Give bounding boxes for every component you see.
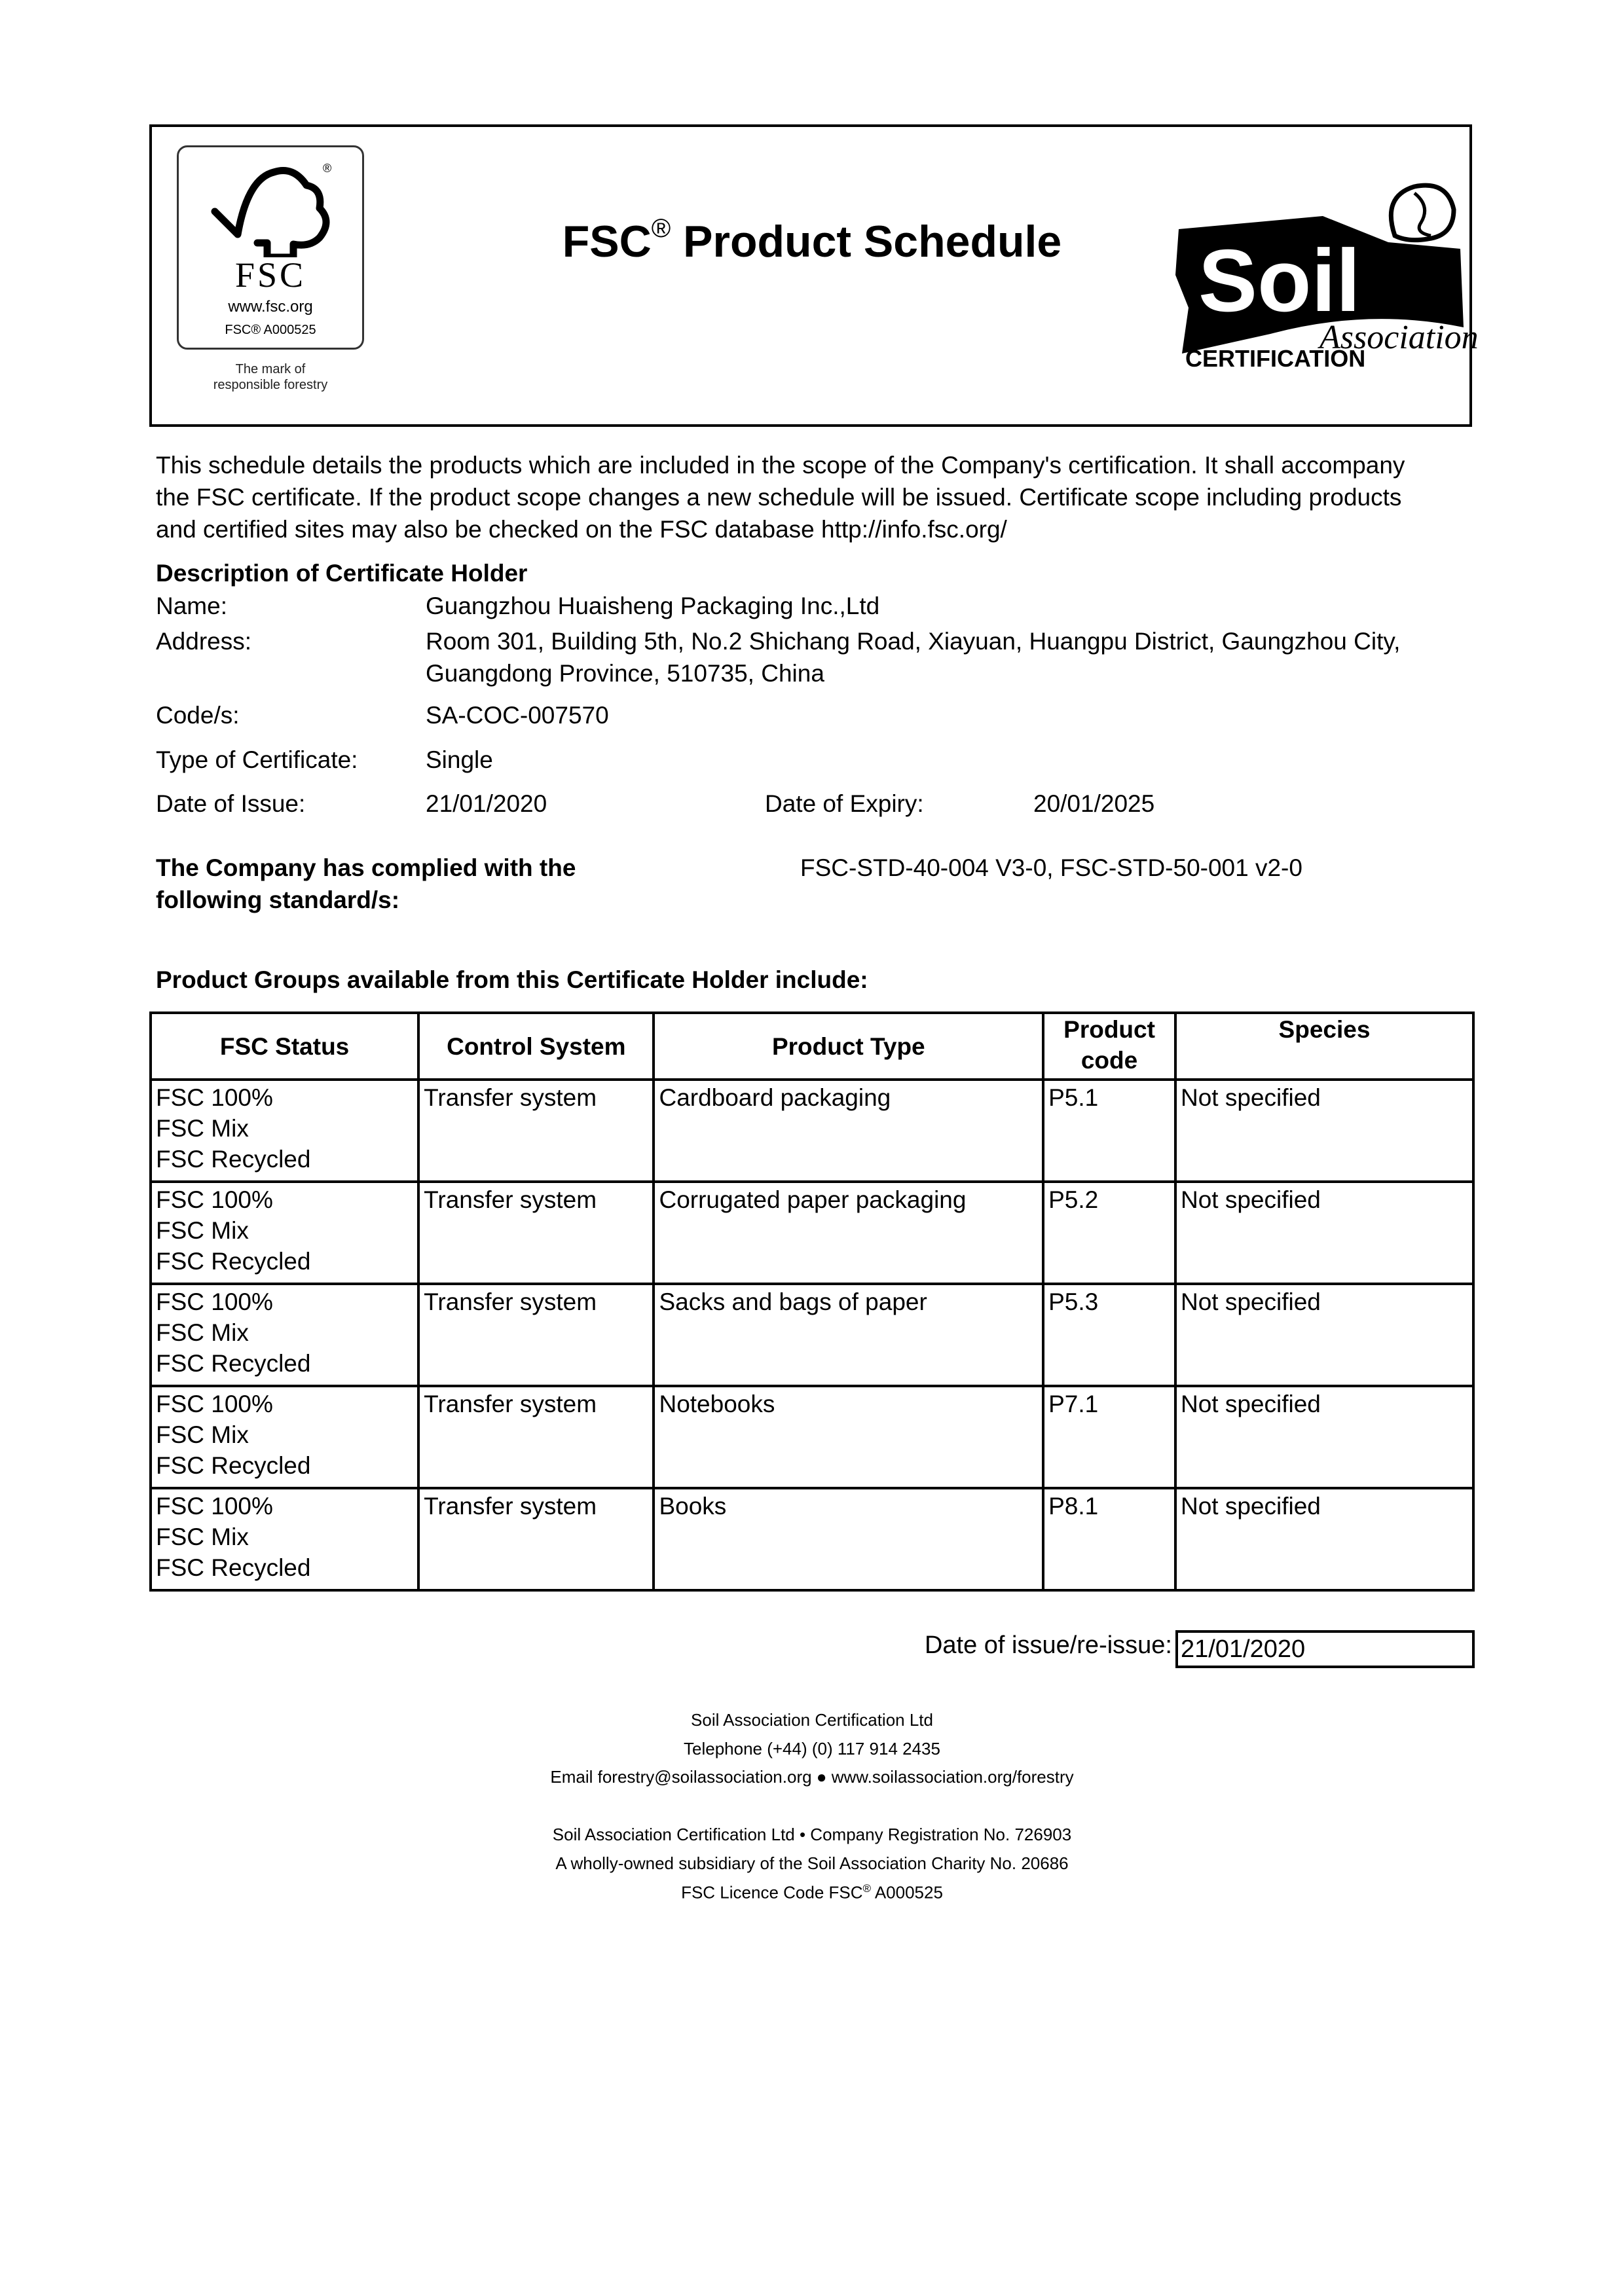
status-line: FSC 100%: [156, 1288, 273, 1315]
footer-licence: [354, 1882, 1270, 1903]
reissue-date-label: Date of issue/re-issue:: [924, 1631, 1172, 1659]
standards-label-line-2: following standard/s:: [156, 886, 400, 913]
codes-value: SA-COC-007570: [426, 702, 609, 729]
status-line: FSC Recycled: [156, 1554, 311, 1581]
cell-species: Not specified: [1175, 1488, 1473, 1590]
status-line: FSC Mix: [156, 1217, 249, 1244]
cell-product-type: Notebooks: [654, 1386, 1043, 1488]
cell-control-system: Transfer system: [418, 1386, 654, 1488]
status-line: FSC 100%: [156, 1186, 273, 1213]
table-row: [151, 1284, 1473, 1386]
cell-fsc-status: [151, 1284, 418, 1386]
expiry-date-label: Date of Expiry:: [765, 790, 924, 817]
svg-text:Soil: Soil: [1198, 231, 1361, 330]
cell-product-code: P5.1: [1043, 1080, 1175, 1182]
cell-control-system: Transfer system: [418, 1080, 654, 1182]
status-line: FSC Mix: [156, 1523, 249, 1550]
product-groups-heading: Product Groups available from this Certificate Holder include:: [156, 966, 868, 993]
cell-species: Not specified: [1175, 1284, 1473, 1386]
footer-registration: Soil Association Certification Ltd • Company Registration No. 726903: [552, 1825, 1072, 1844]
licence-prefix: FSC Licence Code FSC: [681, 1882, 863, 1903]
address-line-2: Guangdong Province, 510735, China: [426, 660, 824, 687]
intro-paragraph: [156, 449, 1472, 545]
intro-line-3: and certified sites may also be checked on the FSC database http://info.fsc.org/: [156, 516, 1007, 543]
status-line: FSC Recycled: [156, 1452, 311, 1479]
cell-species: Not specified: [1175, 1080, 1473, 1182]
cell-species: Not specified: [1175, 1386, 1473, 1488]
status-line: FSC Mix: [156, 1115, 249, 1142]
title-suffix: Product Schedule: [683, 217, 1062, 266]
cell-product-code: P5.2: [1043, 1182, 1175, 1284]
address-line-1: Room 301, Building 5th, No.2 Shichang Road, Xiayuan, Huangpu District, Gaungzhou City,: [426, 628, 1401, 655]
status-line: FSC 100%: [156, 1493, 273, 1520]
status-line: FSC Mix: [156, 1319, 249, 1346]
type-label: Type of Certificate:: [156, 746, 358, 773]
col-species: Species: [1175, 1013, 1473, 1080]
product-groups-table: [149, 1011, 1475, 1592]
table-row: [151, 1182, 1473, 1284]
cell-product-type: Corrugated paper packaging: [654, 1182, 1043, 1284]
title-prefix: FSC: [562, 217, 652, 266]
col-product-code: [1043, 1013, 1175, 1080]
cell-fsc-status: [151, 1386, 418, 1488]
cell-control-system: Transfer system: [418, 1284, 654, 1386]
standards-value: FSC-STD-40-004 V3-0, FSC-STD-50-001 v2-0: [800, 854, 1302, 881]
holder-heading: Description of Certificate Holder: [156, 560, 528, 587]
standards-label: [156, 852, 576, 916]
cell-product-type: Books: [654, 1488, 1043, 1590]
cell-product-type: Sacks and bags of paper: [654, 1284, 1043, 1386]
page-title: [367, 216, 1257, 267]
cell-product-type: Cardboard packaging: [654, 1080, 1043, 1182]
col-product-type: Product Type: [654, 1013, 1043, 1080]
cell-fsc-status: [151, 1080, 418, 1182]
address-label: Address:: [156, 628, 252, 655]
table-row: [151, 1080, 1473, 1182]
fsc-license-code: FSC® A000525: [225, 323, 316, 337]
footer-telephone: Telephone (+44) (0) 117 914 2435: [684, 1739, 940, 1758]
reissue-date-value: 21/01/2020: [1175, 1630, 1475, 1668]
footer-subsidiary: A wholly-owned subsidiary of the Soil Association Charity No. 20686: [555, 1853, 1069, 1873]
status-line: FSC Mix: [156, 1421, 249, 1448]
col-fsc-status: FSC Status: [151, 1013, 418, 1080]
fsc-checkmark-tree-icon: [202, 159, 339, 257]
table-row: [151, 1488, 1473, 1590]
standards-label-line-1: The Company has complied with the: [156, 854, 576, 881]
status-line: FSC 100%: [156, 1391, 273, 1417]
svg-text:®: ®: [323, 162, 332, 175]
name-label: Name:: [156, 592, 227, 619]
col-product-code-line-1: Product: [1063, 1016, 1155, 1043]
registered-mark: ®: [651, 214, 671, 244]
tagline-line-1: The mark of: [235, 362, 306, 376]
table-row: [151, 1386, 1473, 1488]
licence-code: A000525: [871, 1882, 943, 1903]
registered-mark: ®: [862, 1882, 872, 1895]
soil-association-logo: [1172, 177, 1480, 380]
cell-control-system: Transfer system: [418, 1182, 654, 1284]
cell-product-code: P7.1: [1043, 1386, 1175, 1488]
soil-association-logo-icon: [1172, 177, 1480, 380]
issue-date-value: 21/01/2020: [426, 790, 547, 817]
cell-product-code: P5.3: [1043, 1284, 1175, 1386]
status-line: FSC 100%: [156, 1084, 273, 1111]
cell-fsc-status: [151, 1488, 418, 1590]
col-control-system: Control System: [418, 1013, 654, 1080]
cell-product-code: P8.1: [1043, 1488, 1175, 1590]
cell-control-system: Transfer system: [418, 1488, 654, 1590]
codes-label: Code/s:: [156, 702, 240, 729]
issue-date-label: Date of Issue:: [156, 790, 306, 817]
fsc-logo: [177, 145, 364, 350]
status-line: FSC Recycled: [156, 1248, 311, 1275]
cell-species: Not specified: [1175, 1182, 1473, 1284]
cell-fsc-status: [151, 1182, 418, 1284]
col-product-code-line-2: code: [1080, 1047, 1138, 1074]
status-line: FSC Recycled: [156, 1350, 311, 1377]
status-line: FSC Recycled: [156, 1146, 311, 1173]
svg-text:Association: Association: [1320, 319, 1479, 356]
fsc-url: www.fsc.org: [228, 298, 313, 316]
type-value: Single: [426, 746, 493, 773]
table-header-row: [151, 1013, 1473, 1080]
address-value: [426, 625, 1400, 689]
fsc-tagline: [177, 361, 364, 393]
expiry-date-value: 20/01/2025: [1033, 790, 1155, 817]
name-value: Guangzhou Huaisheng Packaging Inc.,Ltd: [426, 592, 880, 619]
fsc-wordmark: FSC: [234, 255, 306, 295]
footer-email: Email forestry@soilassociation.org ● www.soilassociation.org/forestry: [550, 1767, 1074, 1787]
intro-line-2: the FSC certificate. If the product scope changes a new schedule will be issued. Certificate scope including products: [156, 484, 1402, 511]
intro-line-1: This schedule details the products which are included in the scope of the Company's certification. It shall accompany: [156, 452, 1405, 479]
footer-company: Soil Association Certification Ltd: [691, 1710, 933, 1730]
tagline-line-2: responsible forestry: [213, 378, 328, 392]
svg-text:CERTIFICATION: CERTIFICATION: [1185, 345, 1366, 372]
